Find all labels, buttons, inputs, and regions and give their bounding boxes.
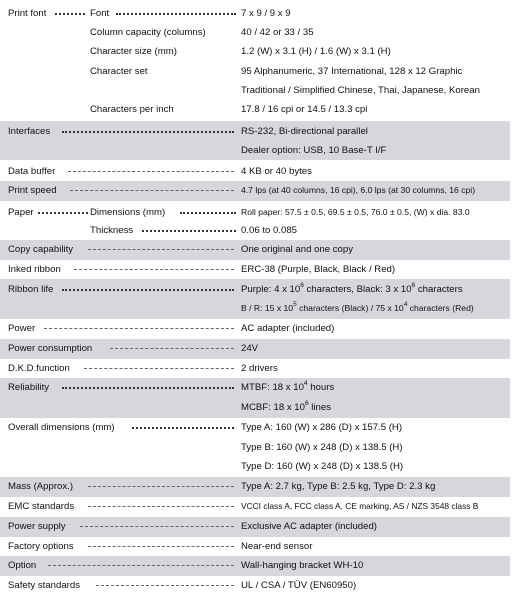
character-set-value-2: Traditional / Simplified Chinese, Thai, Japanese, Korean [241,85,480,96]
leader-dots [180,212,236,214]
ribbon-life-section [0,279,510,319]
copy-capability-value: One original and one copy [241,244,354,255]
power-label: Power [8,323,36,334]
mtbf-value: MTBF: 18 x $10^4$ hours [241,380,335,393]
paper-thickness-row [0,221,510,240]
interfaces-row-2 [0,141,510,160]
reliability-row [0,378,510,397]
character-size-value: 1.2 (W) x 3.1 (H) / 1.6 (W) x 3.1 (H) [241,46,391,57]
characters-per-inch-value: 17.8 / 16 cpi or 14.5 / 13.3 cpi [241,104,368,115]
data-buffer-label: Data buffer [8,166,56,177]
option-row [0,556,510,575]
reliability-label: Reliability [8,382,50,393]
leader-dashes [88,486,234,487]
leader-dots [132,427,234,429]
overall-dimensions-row-3 [0,457,510,476]
ribbon-life-label: Ribbon life [8,284,54,295]
interfaces-value-1: RS-232, Bi-directional parallel [241,126,368,137]
mass-value: Type A: 2.7 kg, Type B: 2.5 kg, Type D: 2.3 kg [241,481,436,492]
inked-ribbon-section [0,260,510,279]
leader-dashes [74,269,234,270]
ribbon-life-value-2: B / R: 15 x $10^5$ characters (Black) / 75 x $10^4$ characters (Red) [241,301,474,313]
ribbon-life-value-1: Purple: 4 x $10^6$ characters, Black: 3 x $10^6$ characters [241,282,463,295]
option-label: Option [8,560,37,571]
character-size-label: Character size (mm) [90,46,177,57]
option-value: Wall-hanging bracket WH-10 [241,560,364,571]
character-size-row [0,42,510,61]
power-row [0,319,510,338]
leader-dashes [80,526,234,527]
mcbf-value: MCBF: 18 x $10^6$ lines [241,400,332,413]
leader-dashes [48,565,234,566]
ribbon-life-row-2 [0,299,510,318]
overall-dimensions-type-d: Type D: 160 (W) x 248 (D) x 138.5 (H) [241,461,404,472]
paper-dimensions-value: Roll paper: 57.5 ± 0.5, 69.5 ± 0.5, 76.0 ± 0.5, (W) x dia. 83.0 [241,207,470,217]
leader-dots [116,13,236,15]
mass-section [0,477,510,497]
inked-ribbon-row [0,260,510,279]
copy-capability-row [0,240,510,259]
print-font-label: Print font [8,8,47,19]
interfaces-value-2: Dealer option: USB, 10 Base-T I/F [241,145,387,156]
print-font-section [0,0,510,120]
paper-section [0,202,510,240]
column-capacity-label: Column capacity (columns) [90,27,206,38]
paper-label: Paper [8,207,34,218]
power-consumption-label: Power consumption [8,343,93,354]
emc-standards-value: VCCI class A, FCC class A, CE marking, AS / NZS 3548 class B [241,501,479,511]
factory-options-section [0,537,510,556]
option-section [0,556,510,576]
data-buffer-section [0,161,510,181]
power-supply-label: Power supply [8,521,66,532]
character-set-row-2 [0,81,510,100]
overall-dimensions-type-b: Type B: 160 (W) x 248 (D) x 138.5 (H) [241,442,403,453]
factory-options-label: Factory options [8,541,74,552]
overall-dimensions-type-a: Type A: 160 (W) x 286 (D) x 157.5 (H) [241,422,403,433]
dkd-function-label: D.K.D.function [8,363,70,374]
font-label: Font [90,8,110,19]
safety-standards-value: UL / CSA / TÜV (EN60950) [241,580,357,591]
column-capacity-value: 40 / 42 or 33 / 35 [241,27,314,38]
power-supply-section [0,517,510,537]
data-buffer-value: 4 KB or 40 bytes [241,166,312,177]
leader-dashes [88,506,234,507]
column-capacity-row [0,23,510,42]
font-value: 7 x 9 / 9 x 9 [241,8,291,19]
safety-standards-section [0,576,510,591]
leader-dashes [96,585,234,586]
power-consumption-row [0,339,510,358]
ribbon-life-row [0,280,510,299]
paper-dimensions-row [0,203,510,222]
leader-dots [38,212,88,214]
print-speed-row [0,181,510,200]
interfaces-section [0,121,510,160]
leader-dots [62,289,234,291]
paper-thickness-label: Thickness [90,225,134,236]
character-set-value-1: 95 Alphanumeric, 37 International, 128 x 12 Graphic [241,66,463,77]
emc-standards-row [0,497,510,516]
power-supply-value: Exclusive AC adapter (included) [241,521,377,532]
overall-dimensions-row [0,418,510,437]
reliability-row-2 [0,398,510,417]
emc-standards-label: EMC standards [8,501,75,512]
reliability-section [0,378,510,418]
font-row [0,4,510,23]
leader-dashes [70,190,234,191]
dkd-function-value: 2 drivers [241,363,278,374]
overall-dimensions-label: Overall dimensions (mm) [8,422,115,433]
factory-options-row [0,537,510,556]
overall-dimensions-section [0,418,510,477]
power-consumption-section [0,339,510,359]
character-set-label: Character set [90,66,148,77]
dkd-function-row [0,359,510,378]
leader-dashes [88,546,234,547]
characters-per-inch-row [0,100,510,119]
interfaces-row [0,122,510,141]
power-consumption-value: 24V [241,343,259,354]
factory-options-value: Near-end sensor [241,541,313,552]
safety-standards-row [0,576,510,591]
interfaces-label: Interfaces [8,126,51,137]
leader-dashes [110,348,234,349]
characters-per-inch-label: Characters per inch [90,104,174,115]
mass-row [0,477,510,496]
print-speed-label: Print speed [8,185,57,196]
leader-dots [55,13,85,15]
leader-dots [142,230,236,232]
leader-dots [62,387,234,389]
character-set-row [0,62,510,81]
power-supply-row [0,517,510,536]
print-speed-section [0,181,510,201]
inked-ribbon-value: ERC-38 (Purple, Black, Black / Red) [241,264,396,275]
overall-dimensions-row-2 [0,438,510,457]
leader-dashes [88,249,234,250]
leader-dashes [44,328,234,329]
power-value: AC adapter (included) [241,323,335,334]
mass-label: Mass (Approx.) [8,481,74,492]
power-section [0,319,510,339]
copy-capability-label: Copy capability [8,244,74,255]
leader-dashes [84,368,234,369]
emc-standards-section [0,497,510,517]
data-buffer-row [0,162,510,181]
leader-dashes [68,171,234,172]
dkd-function-section [0,359,510,378]
print-speed-value: 4.7 lps (at 40 columns, 16 cpi), 6.0 lps (at 30 columns, 16 cpi) [241,185,476,195]
safety-standards-label: Safety standards [8,580,80,591]
copy-capability-section [0,240,510,260]
inked-ribbon-label: Inked ribbon [8,264,61,275]
paper-dimensions-label: Dimensions (mm) [90,207,166,218]
leader-dots [62,131,234,133]
paper-thickness-value: 0.06 to 0.085 [241,225,298,236]
